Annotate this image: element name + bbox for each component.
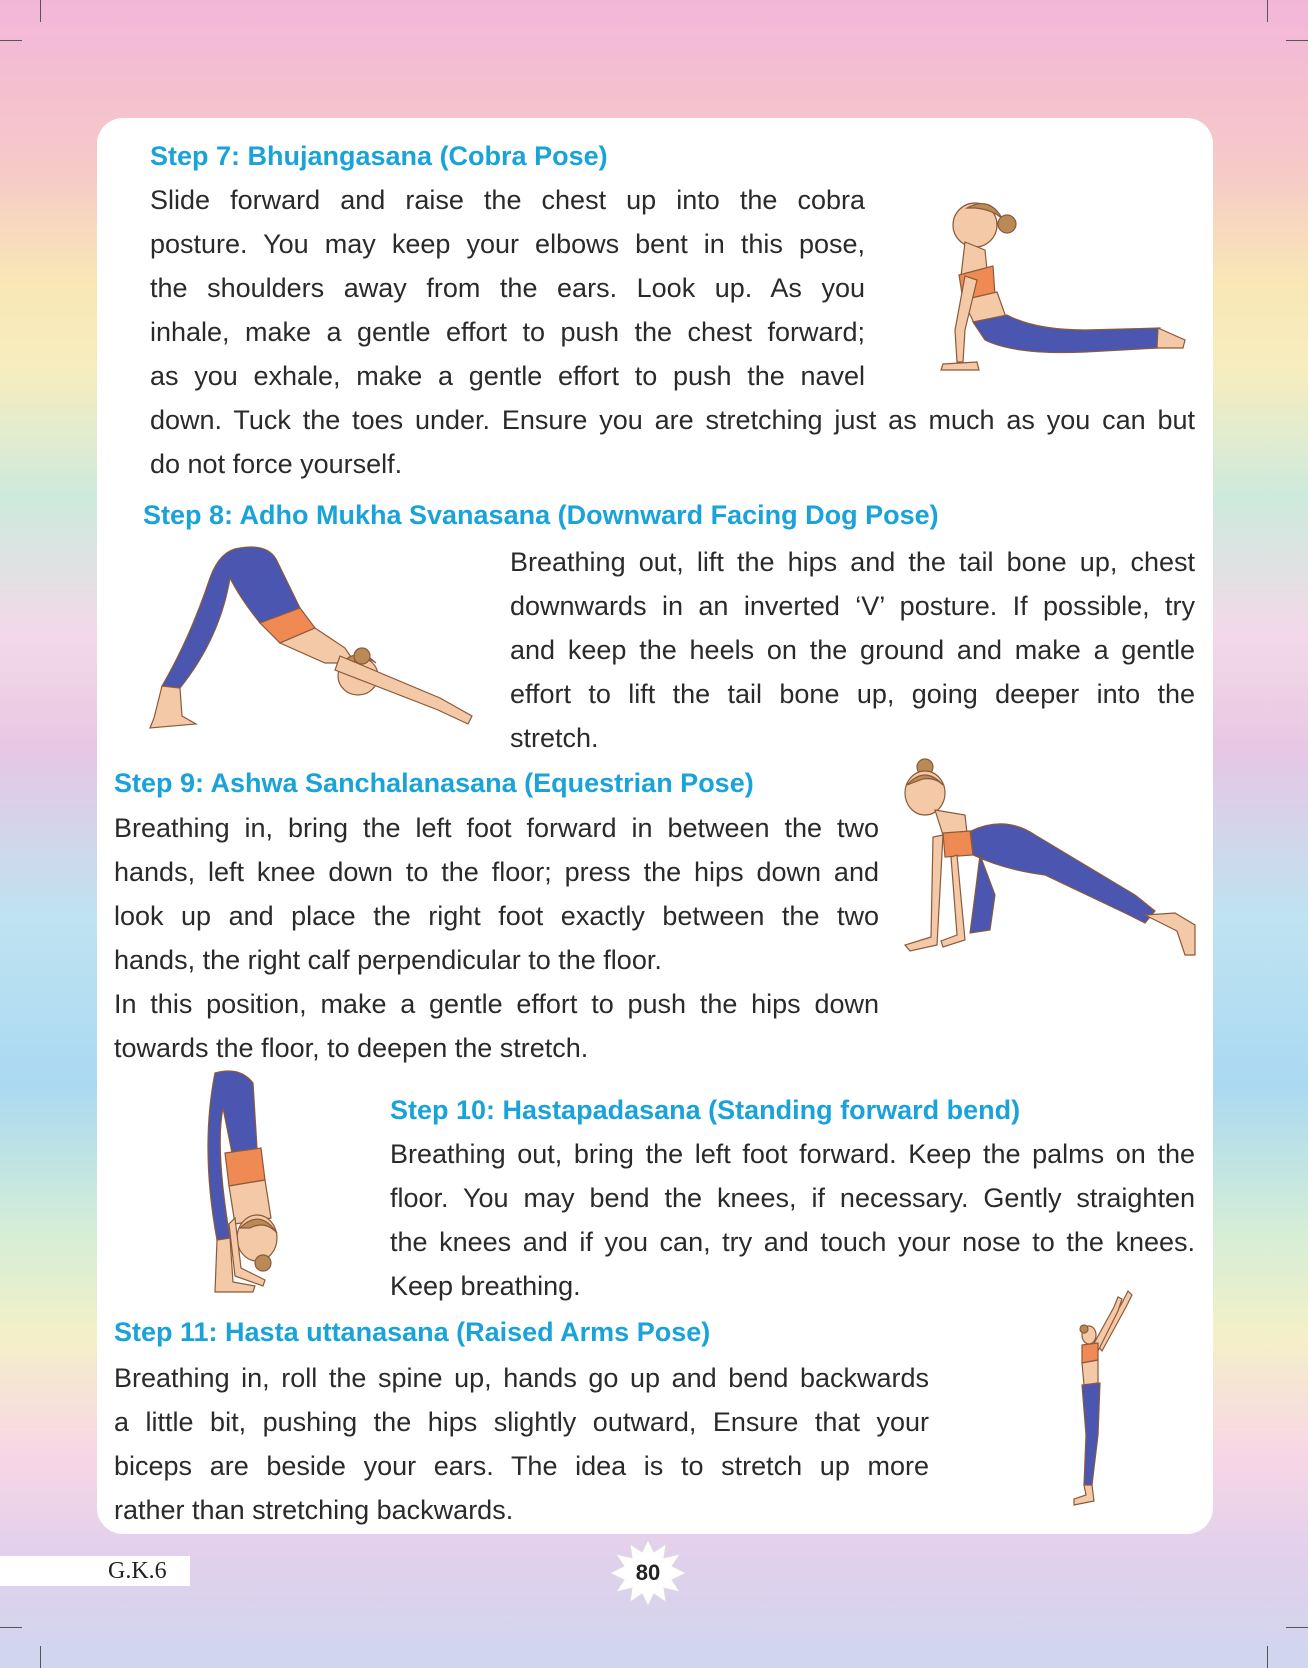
crop-mark [1267,0,1268,22]
raised-arms-illustration [1062,1285,1142,1510]
step-8-heading: Step 8: Adho Mukha Svanasana (Downward Facing Dog Pose) [143,500,939,530]
crop-mark [1286,40,1308,41]
step-9-heading: Step 9: Ashwa Sanchalanasana (Equestrian Pose) [114,768,754,798]
step-7-text: Slide forward and raise the chest up into the cobra posture. You may keep your elbows bent in this pose, the shoulders away from the ears. Look up. As you inhale, make a gentle effort to push the chest forward; as you exhale, make a gentle effort to push the navel down. Tuck the toes under. Ensure you are stretching just as much as you can but do not force yourself. [150,185,1195,479]
book-code-label: G.K.6 [0,1556,190,1586]
step-10-text: Breathing out, bring the left foot forward. Keep the palms on the floor. You may bend the knees, if necessary. Gently straighten the knees and if you can, try and touch your nose to the knees. Keep breathing. [390,1139,1195,1301]
step-9-text: Breathing in, bring the left foot forward in between the two hands, left knee down to the floor; press the hips down and look up and place the right foot exactly between the two hands, the right calf perpendicular to the floor. In this position, make a gentle effort to push the hips down towards the floor, to deepen the stretch. [114,813,879,1063]
cobra-pose-illustration [895,180,1195,380]
step-10-heading: Step 10: Hastapadasana (Standing forward bend) [390,1095,1021,1125]
crop-mark [40,0,41,22]
page-number: 80 [635,1560,661,1585]
crop-mark [0,1627,22,1628]
step-7-heading: Step 7: Bhujangasana (Cobra Pose) [150,141,608,171]
equestrian-pose-illustration [895,755,1200,970]
crop-mark [40,1646,41,1668]
crop-mark [1267,1646,1268,1668]
step-8-text: Breathing out, lift the hips and the tail bone up, chest downwards in an inverted ‘V’ posture. If possible, try and keep the heels on the ground and make a gentle effort to lift the tail bone up, going deeper into the stretch. [510,547,1195,753]
crop-mark [1286,1627,1308,1628]
standing-forward-bend-illustration [195,1068,315,1298]
crop-mark [0,40,22,41]
downward-dog-illustration [140,538,475,738]
step-11-heading: Step 11: Hasta uttanasana (Raised Arms Pose) [114,1317,711,1347]
step-11-text: Breathing in, roll the spine up, hands go up and bend backwards a little bit, pushing the hips slightly outward, Ensure that your biceps are beside your ears. The idea is to stretch up more rather than stretching backwards. [114,1363,929,1525]
